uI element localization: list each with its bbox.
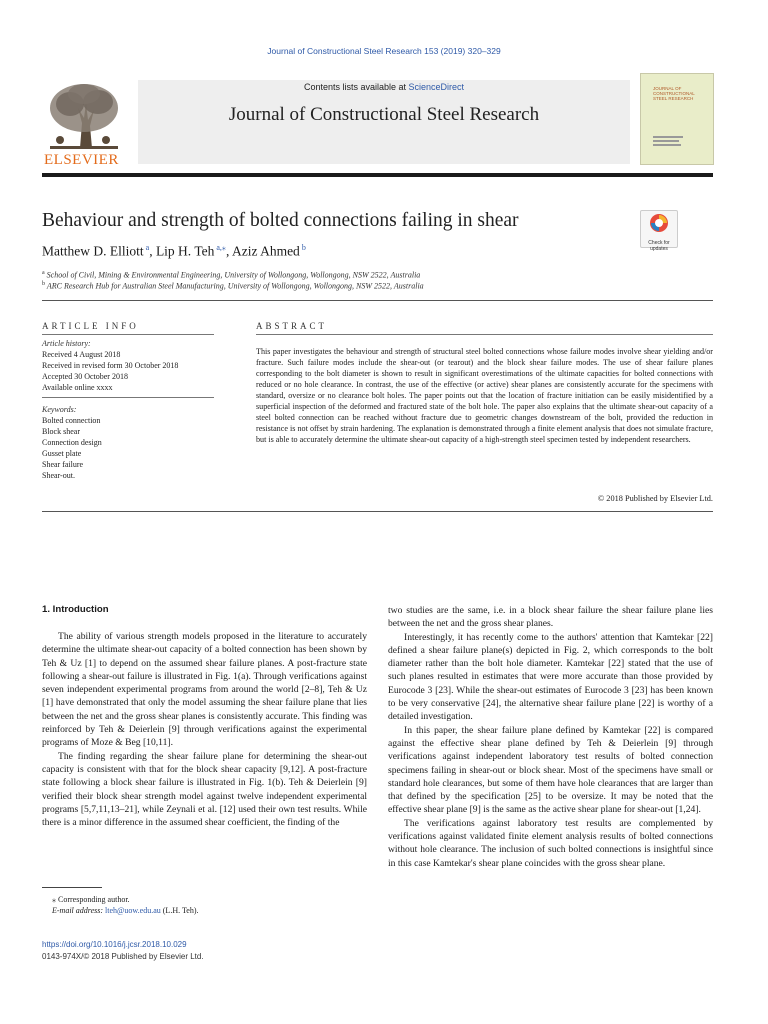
header-divider (42, 173, 713, 177)
abstract-text: This paper investigates the behaviour and strength of structural steel bolted connections whose failure modes involve shear yielding and/or fracture. Such failure modes include the shear-out (or tearout) and the block shear failure modes. The use of shear failure planes corresponding to the bolt diameter is shown to result in significant overestimations of the ultimate capacities for bolted connections with reduced or no hole clearance. In contrast, the use of the effective (or active) shear planes are consistently accurate for the specimens with standard, oversize or no clearance bolt holes. The paper points out that the location of fracture initiation can be easily misidentified by a superficial inspection of the deformed and fractured state of the bolt hole. The paper also explains that the ultimate shear-out capacity of a steel bolted connection can be reached without fracture due to geometric changes downstream of the bolt, provided the reduction in resistance is not offset by strain hardening. The explanation is demonstrated through a finite element analysis that does not simulate fracture, but is able to accurately determine the ultimate shear-out capacity of a high-strength steel specimen tested by independent researchers. (256, 347, 713, 444)
affiliation-mark: a (42, 270, 45, 276)
keyword-item: Bolted connection (42, 416, 101, 425)
paper-title: Behaviour and strength of bolted connections failing in shear (42, 210, 519, 231)
affiliation-divider (42, 300, 713, 301)
check-updates-label: Check for updates (648, 240, 670, 252)
body-paragraph: The verifications against laboratory test results are complemented by verifications against validated finite element analysis results of bolted connections without hole clearance. The inclusion of such bolted connections is insightful since in this case Kamtekar's shear plane coincides with the gross shear plane. (388, 817, 713, 869)
article-info-panel (42, 338, 214, 481)
journal-cover-thumbnail[interactable] (640, 73, 714, 165)
author-affiliation-mark[interactable]: b (301, 243, 306, 252)
keyword-item: Shear-out. (42, 471, 75, 480)
abstract-heading: ABSTRACT (256, 321, 328, 331)
affiliation-a (42, 270, 420, 280)
doi-link[interactable]: https://doi.org/10.1016/j.jcsr.2018.10.029 (42, 940, 187, 949)
keywords-label: Keywords: (42, 405, 77, 414)
history-item: Accepted 30 October 2018 (42, 372, 128, 381)
affiliation-mark: b (42, 281, 45, 287)
check-for-updates-button[interactable] (640, 210, 678, 252)
author-name: Lip H. Teh (155, 243, 215, 259)
email-link[interactable]: lteh@uow.edu.au (105, 906, 161, 915)
check-updates-icon (641, 211, 677, 235)
keyword-item: Shear failure (42, 460, 84, 469)
body-paragraph: In this paper, the shear failure plane defined by Kamtekar [22] is compared against the effective shear plane defined by Teh & Deierlein [9] through verifications against independent laboratory test results of bolted connection specimens failing in shear-out or block shear. Most of the specimens have small or standard hole clearances, but some of them have hole clearances that are larger than that defined by the specification [25] to be oversize. It may be noted that the effective shear plane [9] is the same as the active shear plane for shear-out [1,24]. (388, 724, 713, 816)
abstract-end-divider (42, 511, 713, 512)
keyword-item: Connection design (42, 438, 102, 447)
keywords-divider (42, 397, 214, 398)
affiliation-text: ARC Research Hub for Australian Steel Manufacturing, University of Wollongong, Wollongong, NSW 2522, Australia (46, 281, 424, 291)
history-item: Received 4 August 2018 (42, 350, 121, 359)
publisher-wordmark: ELSEVIER (44, 152, 119, 168)
body-paragraph: two studies are the same, i.e. in a block shear failure the shear failure plane lies between the net and the gross shear planes. (388, 605, 713, 630)
footnote-divider (42, 887, 102, 888)
email-label: E-mail address: (52, 906, 106, 915)
affiliation-text: School of Civil, Mining & Environmental Engineering, University of Wollongong, Wollongong, NSW 2522, Australia (46, 270, 421, 280)
sciencedirect-link[interactable]: ScienceDirect (408, 82, 465, 92)
contents-available-line (138, 82, 630, 92)
journal-title[interactable]: Journal of Constructional Steel Research (228, 104, 540, 125)
body-paragraph: The finding regarding the shear failure plane for determining the shear-out capacity is consistent with that for the block shear capacity [9,12]. A post-fracture state following a block shear failure is illustrated in Fig. 1(b). Teh & Deierlein [9] verified their block shear strength model against twelve independent experimental programs [5,7,11,13–21], while Zeynali et al. [12] used their own test results. While there is a minor difference in the assumed shear coefficient, the finding of the (42, 750, 367, 829)
article-info-heading: ARTICLE INFO (42, 321, 139, 331)
body-column-right (388, 604, 713, 870)
body-paragraph: The ability of various strength models proposed in the literature to accurately determine the ultimate shear-out capacity of a bolted connection has been shown by Teh & Uz [1] to depend on the assumed shear failure planes. A post-fracture state following a shear-out failure is illustrated in Fig. 1(a). Through verifications against seven independent experimental programs from around the world [2–8], Teh & Uz [1] have demonstrated that only the model assuming the shear failure plane that lies between the net and the gross shear planes is consistently accurate. This finding was reinforced by Teh & Deierlein [9] through verifications against the experimental programs of Moze & Beg [10,11]. (42, 631, 367, 749)
article-info-divider (42, 334, 214, 335)
section-heading: 1. Introduction (42, 604, 109, 615)
history-item: Available online xxxx (42, 383, 113, 392)
keyword-item: Block shear (42, 427, 80, 436)
author-affiliation-mark[interactable]: a,⁎ (216, 243, 226, 252)
email-note (52, 906, 199, 915)
history-label: Article history: (42, 339, 91, 348)
author-affiliation-mark[interactable]: a (145, 243, 150, 252)
copyright-notice: © 2018 Published by Elsevier Ltd. (597, 494, 713, 503)
journal-reference[interactable]: Journal of Constructional Steel Research 153 (2019) 320–329 (267, 46, 501, 56)
email-suffix: (L.H. Teh). (160, 906, 199, 915)
author-name: Matthew D. Elliott (42, 243, 144, 259)
author-name: Aziz Ahmed (231, 243, 300, 259)
keyword-item: Gusset plate (42, 449, 82, 458)
corresponding-author-note: ⁎ Corresponding author. (52, 895, 130, 904)
abstract-divider (256, 334, 713, 335)
contents-prefix: Contents lists available at (303, 82, 409, 92)
body-paragraph: Interestingly, it has recently come to the authors' attention that Kamtekar [22] defined a shear failure plane(s) depicted in Fig. 2, which corresponds to the bolt diameter rather than the bolt hole diameter. Kamtekar [22] stated that the use of such planes resulted in estimates that were more accurate than those provided by Eurocode 3 [23]. While the shear-out estimates of Eurocode 3 [23] has been known to be very conservative [24], the alternative shear failure plane [22] is worthy of a detailed investigation. (388, 631, 713, 723)
body-column-left (42, 630, 367, 829)
cover-graphic (653, 136, 683, 146)
history-item: Received in revised form 30 October 2018 (42, 361, 179, 370)
issn-line: 0143-974X/© 2018 Published by Elsevier Ltd. (42, 952, 204, 961)
author-list: Matthew D. Elliott $^a$, Lip H. Teh $^{a,⁎}$, Aziz Ahmed $^b$ (42, 243, 306, 259)
affiliation-b (42, 281, 424, 291)
cover-title: JOURNAL OF CONSTRUCTIONAL STEEL RESEARCH (653, 86, 695, 102)
